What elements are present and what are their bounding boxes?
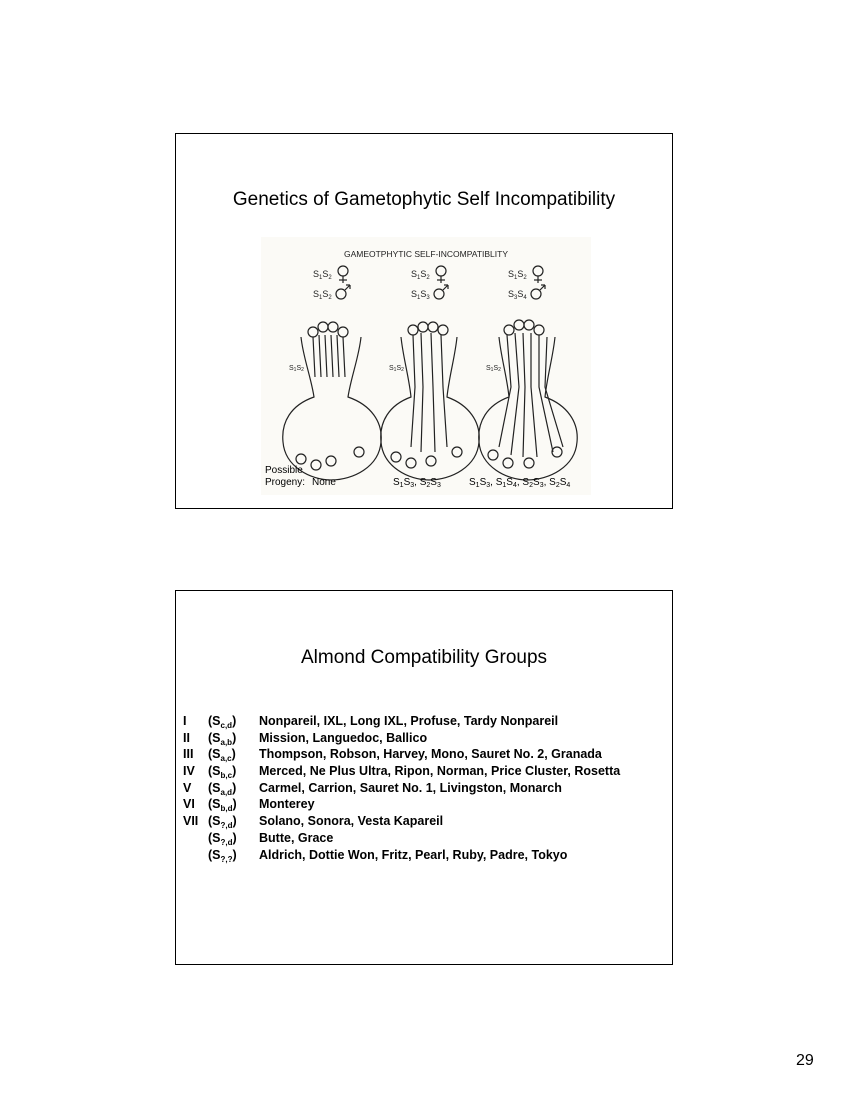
female-symbol-icon — [436, 266, 446, 283]
slide-gametophytic-si — [175, 133, 673, 509]
progeny-cross-2: $S_1S_3$, $S_2S_3$ — [393, 477, 441, 489]
slide-title: Genetics of Gametophytic Self Incompatibility — [232, 189, 616, 210]
male-symbol-icon — [336, 285, 350, 299]
svg-text:S1S2: S1S2 — [289, 365, 304, 373]
progeny-label: Possible Progeny: — [265, 465, 306, 488]
progeny-cross-3: $S_1S_3$, $S_1S_4$, $S_2S_3$, $S_2S_4$ — [469, 477, 571, 489]
pistil-1 — [283, 322, 381, 480]
svg-text:S1S2: $S_1S_2$ — [508, 269, 527, 281]
svg-text:S1S2: $S_1S_2$ — [313, 289, 332, 301]
pistil-3 — [479, 320, 577, 480]
slide-title: Almond Compatibility Groups — [300, 647, 548, 668]
pollen-tube-diagram — [261, 237, 591, 495]
male-symbol-icon — [531, 285, 545, 299]
svg-text:S3S4: $S_3S_4$ — [508, 289, 527, 301]
svg-text:S1S2: $S_1S_2$ — [313, 269, 332, 281]
figure-heading: GAMEOTPHYTIC SELF-INCOMPATIBLITY — [343, 249, 509, 259]
svg-text:S1S2: S1S2 — [389, 365, 404, 373]
svg-text:S1S2: $S_1S_2$ — [411, 269, 430, 281]
svg-text:S1S3: $S_1S_3$ — [411, 289, 430, 301]
female-symbol-icon — [338, 266, 348, 283]
progeny-cross-1: None — [312, 477, 336, 488]
female-symbol-icon — [533, 266, 543, 283]
male-symbol-icon — [434, 285, 448, 299]
svg-text:S1S2: S1S2 — [486, 365, 501, 373]
page-number: 29 — [796, 1052, 814, 1069]
self-incompatibility-figure — [261, 237, 591, 495]
slide-almond-groups: Almond Compatibility Groups I $(S_{c,d})$ Nonpareil, IXL, Long IXL, Profuse, Tardy Nonpareil II $(S_{a,b})$ Mission, Languedoc, Ballico III $(S_{a,c})$ Thompson, Robson, Harvey, Mono, Sauret No. 2, Granada IV $(S_{b,c})$ Merced, Ne Plus Ultra, Ripon, Norman, Price Cluster, Rosetta V $(S_{a,d})$ Carmel, Carrion, Sauret No. 1, Livingston, Monarch VI $(S_{b,d})$ Monterey VII $(S_{?,d})$ Solano, Sonora, Vesta Kapareil $(S_{?,d})$ Butte, Grace $(S_{?,?})$ Aldrich, Dottie Won, Fritz, Pearl, Ruby, Padre, Tokyo — [175, 590, 673, 965]
pistil-2 — [381, 322, 479, 480]
